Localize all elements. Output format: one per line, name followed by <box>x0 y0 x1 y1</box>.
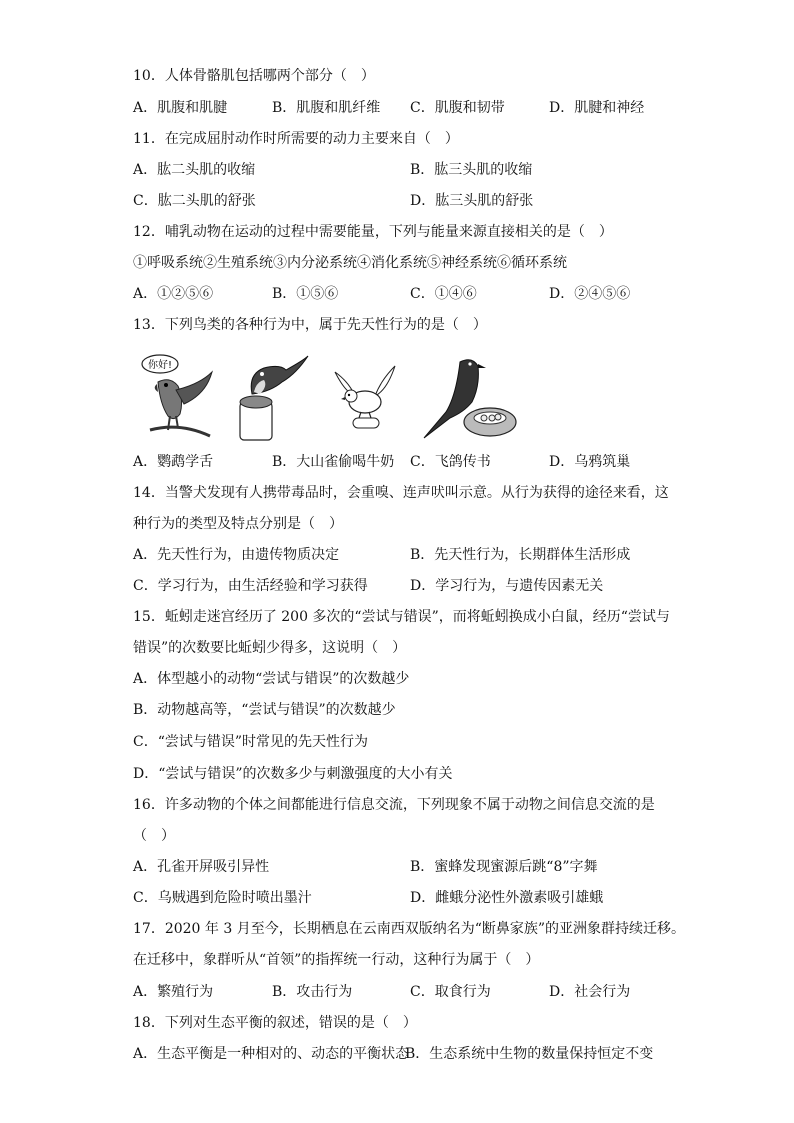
q12-option-c: C．①④⑥ <box>410 286 477 302</box>
q15-option-a: A．体型越小的动物“尝试与错误”的次数越少 <box>133 671 410 687</box>
q17-option-d: D．社会行为 <box>549 984 631 1000</box>
q10-option-a: A．肌腹和肌腱 <box>133 100 228 116</box>
q16-option-c: C．乌贼遇到危险时喷出墨汁 <box>133 890 312 906</box>
q17-option-b: B．攻击行为 <box>272 984 353 1000</box>
question-13-stem: 13．下列鸟类的各种行为中，属于先天性行为的是（ ） <box>133 317 487 333</box>
pigeon-image <box>325 352 405 442</box>
question-18-stem: 18．下列对生态平衡的叙述，错误的是（ ） <box>133 1015 417 1031</box>
q11-option-a: A．肱二头肌的收缩 <box>133 162 256 178</box>
q14-option-a: A．先天性行为，由遗传物质决定 <box>133 547 340 563</box>
crow-nest-image <box>420 352 520 442</box>
q11-option-d: D．肱三头肌的舒张 <box>410 193 534 209</box>
question-11-stem: 11．在完成屈肘动作时所需要的动力主要来自（ ） <box>133 131 459 147</box>
question-10-stem: 10．人体骨骼肌包括哪两个部分（ ） <box>133 68 375 84</box>
great-tit-image <box>230 352 310 442</box>
question-17-stem: 17．2020 年 3 月至今，长期栖息在云南西双版纳名为“断鼻家族”的亚洲象群持续迁移。 <box>133 921 686 937</box>
bird-behaviors-figure <box>140 352 520 444</box>
q18-option-a: A．生态平衡是一种相对的、动态的平衡状态 <box>133 1046 410 1062</box>
question-14-stem: 14．当警犬发现有人携带毒品时，会重嗅、连声吠叫示意。从行为获得的途径来看，这 <box>133 485 669 501</box>
question-16-stem: 16．许多动物的个体之间都能进行信息交流，下列现象不属于动物之间信息交流的是 <box>133 797 655 813</box>
q17-option-c: C．取食行为 <box>410 984 491 1000</box>
q13-option-c: C．飞鸽传书 <box>410 454 491 470</box>
q13-option-a: A．鹦鹉学舌 <box>133 454 214 470</box>
question-14-stem-line2: 种行为的类型及特点分别是（ ） <box>133 516 343 532</box>
q18-option-b: B．生态系统中生物的数量保持恒定不变 <box>405 1046 654 1062</box>
q14-option-c: C．学习行为，由生活经验和学习获得 <box>133 578 368 594</box>
q16-option-d: D．雌蛾分泌性外激素吸引雄蛾 <box>410 890 604 906</box>
q12-option-a: A．①②⑤⑥ <box>133 286 214 302</box>
q14-option-d: D．学习行为，与遗传因素无关 <box>410 578 604 594</box>
parrot-image <box>140 352 220 442</box>
q11-option-c: C．肱二头肌的舒张 <box>133 193 256 209</box>
q11-option-b: B．肱三头肌的收缩 <box>410 162 533 178</box>
q16-option-a: A．孔雀开屏吸引异性 <box>133 859 270 875</box>
q10-option-d: D．肌腱和神经 <box>549 100 645 116</box>
question-17-stem-line2: 在迁移中，象群听从“首领”的指挥统一行动，这种行为属于（ ） <box>133 952 540 968</box>
q10-option-c: C．肌腹和韧带 <box>410 100 505 116</box>
q10-option-b: B．肌腹和肌纤维 <box>272 100 381 116</box>
question-15-stem-line2: 错误”的次数要比蚯蚓少得多，这说明（ ） <box>133 640 407 656</box>
q14-option-b: B．先天性行为，长期群体生活形成 <box>410 547 631 563</box>
q12-option-d: D．②④⑤⑥ <box>549 286 631 302</box>
q17-option-a: A．繁殖行为 <box>133 984 214 1000</box>
svg-text:你好!: 你好! <box>147 360 173 371</box>
q13-option-d: D．乌鸦筑巢 <box>549 454 631 470</box>
q12-option-b: B．①⑤⑥ <box>272 286 339 302</box>
q15-option-c: C．“尝试与错误”时常见的先天性行为 <box>133 734 369 750</box>
question-16-stem-line2: （ ） <box>133 828 175 844</box>
question-15-stem: 15．蚯蚓走迷宫经历了 200 多次的“尝试与错误”，而将蚯蚓换成小白鼠，经历“尝试与 <box>133 609 670 625</box>
question-12-stem-line2: ①呼吸系统②生殖系统③内分泌系统④消化系统⑤神经系统⑥循环系统 <box>133 255 567 271</box>
q15-option-d: D．“尝试与错误”的次数多少与刺激强度的大小有关 <box>133 766 453 782</box>
question-12-stem: 12．哺乳动物在运动的过程中需要能量，下列与能量来源直接相关的是（ ） <box>133 224 613 240</box>
q13-option-b: B．大山雀偷喝牛奶 <box>272 454 395 470</box>
q15-option-b: B．动物越高等，“尝试与错误”的次数越少 <box>133 702 396 718</box>
q16-option-b: B．蜜蜂发现蜜源后跳“8”字舞 <box>410 859 598 875</box>
